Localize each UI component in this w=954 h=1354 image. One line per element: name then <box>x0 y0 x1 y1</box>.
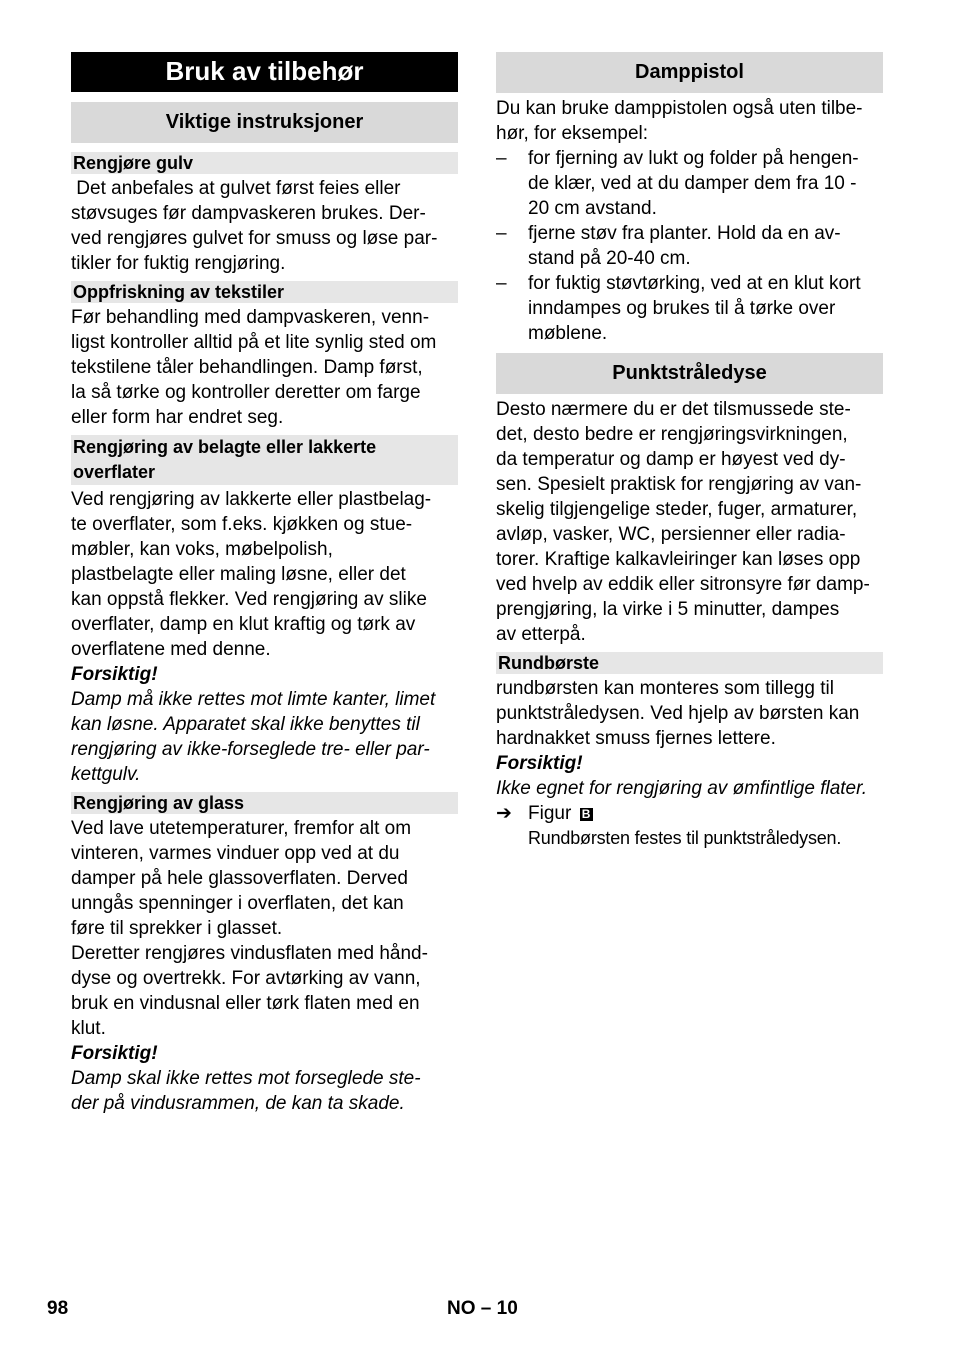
list-item <box>496 146 883 221</box>
text-line: møblene. <box>528 323 608 344</box>
text-line: rundbørsten kan monteres som tillegg til <box>496 678 834 699</box>
list-item <box>496 221 883 271</box>
text-line: hør, for eksempel: <box>496 123 649 144</box>
text-line: av etterpå. <box>496 624 586 645</box>
section-reference: NO – 10 <box>447 1298 518 1319</box>
text-line: kan oppstå flekker. Ved rengjøring av slike <box>71 589 427 610</box>
heading-glass-cleaning: Rengjøring av glass <box>71 792 458 814</box>
heading-textiles: Oppfriskning av tekstiler <box>71 281 458 303</box>
caution-label: Forsiktig! <box>71 664 158 685</box>
text-line: la så tørke og kontroller deretter om farge <box>71 382 421 403</box>
text-line: Ved rengjøring av lakkerte eller plastbelag- <box>71 489 432 510</box>
dash-marker: – <box>496 148 507 169</box>
text-line: de klær, ved at du damper dem fra 10 - <box>528 173 857 194</box>
page-number: 98 <box>47 1298 69 1319</box>
textiles-paragraph <box>71 305 458 430</box>
text-line: te overflater, som f.eks. kjøkken og stue- <box>71 514 413 535</box>
text-line: Ved lave utetemperaturer, fremfor alt om <box>71 818 412 839</box>
text-line: vinteren, varmes vinduer opp ved at du <box>71 843 400 864</box>
text-line: møbler, kan voks, møbelpolish, <box>71 539 333 560</box>
text-line: tikler for fuktig rengjøring. <box>71 253 286 274</box>
text-line: overflater, damp en klut kraftig og tørk av <box>71 614 416 635</box>
glass-paragraph <box>71 816 458 1116</box>
section-title-steam-gun: Damppistol <box>496 52 883 93</box>
heading-coated-surfaces <box>71 435 458 485</box>
text-line: skelig tilgjengelige steder, fuger, armaturer, <box>496 499 858 520</box>
text-line: ved hvelp av eddik eller sitronsyre før damp- <box>496 574 870 595</box>
text-line: for fuktig støvtørking, ved at en klut kort <box>528 273 861 294</box>
text-line: ved rengjøres gulvet for smuss og løse par- <box>71 228 438 249</box>
text-line: Du kan bruke damppistolen også uten tilbe- <box>496 98 863 119</box>
list-item-text <box>528 271 861 346</box>
text-line: eller form har endret seg. <box>71 407 284 428</box>
section-title-point-nozzle: Punktstråledyse <box>496 353 883 394</box>
caution-label: Forsiktig! <box>496 753 583 774</box>
text-line: sen. Spesielt praktisk for rengjøring av van- <box>496 474 862 495</box>
caution-line: Damp skal ikke rettes mot forseglede ste- <box>71 1068 421 1089</box>
right-column <box>496 52 883 851</box>
floor-paragraph <box>71 176 458 276</box>
step-detail: Rundbørsten festes til punktstråledysen. <box>528 828 842 848</box>
figure-step <box>496 801 883 851</box>
text-line: Desto nærmere du er det tilsmussede ste- <box>496 399 851 420</box>
list-item-text <box>528 221 841 271</box>
figure-b-icon: B <box>580 808 593 821</box>
caution-line: Ikke egnet for rengjøring av ømfintlige flater. <box>496 778 868 799</box>
heading-floor-cleaning: Rengjøre gulv <box>71 152 458 174</box>
caution-line: kan løsne. Apparatet skal ikke benyttes til <box>71 714 420 735</box>
text-line: fjerne støv fra planter. Hold da en av- <box>528 223 841 244</box>
text-line: prengjøring, la virke i 5 minutter, dampes <box>496 599 840 620</box>
figure-label: Figur <box>528 803 577 824</box>
list-item-text <box>528 146 859 221</box>
steam-gun-intro <box>496 96 883 146</box>
page-title: Bruk av tilbehør <box>71 52 458 92</box>
left-column <box>71 52 458 1116</box>
text-line: støvsuges før dampvaskeren brukes. Der- <box>71 203 426 224</box>
text-line: da temperatur og damp er høyest ved dy- <box>496 449 846 470</box>
figure-step-text <box>528 801 841 851</box>
dash-marker: – <box>496 273 507 294</box>
text-line: torer. Kraftige kalkavleiringer kan løses opp <box>496 549 861 570</box>
text-line: 20 cm avstand. <box>528 198 657 219</box>
coated-paragraph <box>71 487 458 787</box>
text-line: føre til sprekker i glasset. <box>71 918 283 939</box>
text-line: bruk en vindusnal eller tørk flaten med en <box>71 993 420 1014</box>
figure-reference <box>528 801 841 826</box>
section-title-important: Viktige instruksjoner <box>71 102 458 143</box>
text-line: tekstilene tåler behandlingen. Damp først, <box>71 357 423 378</box>
text-line: stand på 20-40 cm. <box>528 248 691 269</box>
text-line: det, desto bedre er rengjøringsvirkningen, <box>496 424 848 445</box>
caution-line: rengjøring av ikke-forseglede tre- eller par- <box>71 739 430 760</box>
heading-round-brush: Rundbørste <box>496 652 883 674</box>
caution-line: der på vindusrammen, de kan ta skade. <box>71 1093 405 1114</box>
dash-marker: – <box>496 223 507 244</box>
text-line: avløp, vasker, WC, persienner eller radia- <box>496 524 846 545</box>
arrow-right-icon: ➔ <box>496 803 512 824</box>
heading-line: overflater <box>73 462 156 482</box>
text-line: inndampes og brukes til å tørke over <box>528 298 836 319</box>
text-line: klut. <box>71 1018 106 1039</box>
text-line: unngås spenninger i overflaten, det kan <box>71 893 404 914</box>
text-line: overflatene med denne. <box>71 639 271 660</box>
heading-line: Rengjøring av belagte eller lakkerte <box>73 437 377 457</box>
text-line: plastbelagte eller maling løsne, eller det <box>71 564 406 585</box>
text-line: damper på hele glassoverflaten. Derved <box>71 868 408 889</box>
point-nozzle-paragraph <box>496 397 883 647</box>
text-line: ligst kontroller alltid på et lite synlig sted om <box>71 332 437 353</box>
text-line: dyse og overtrekk. For avtørking av vann, <box>71 968 421 989</box>
text-line: punktstråledysen. Ved hjelp av børsten kan <box>496 703 860 724</box>
text-line: Deretter rengjøres vindusflaten med hånd- <box>71 943 428 964</box>
text-line: hardnakket smuss fjernes lettere. <box>496 728 776 749</box>
list-item <box>496 271 883 346</box>
round-brush-paragraph <box>496 676 883 801</box>
text-line: Før behandling med dampvaskeren, venn- <box>71 307 430 328</box>
text-line: Det anbefales at gulvet først feies eller <box>71 178 401 199</box>
text-line: for fjerning av lukt og folder på hengen- <box>528 148 859 169</box>
caution-label: Forsiktig! <box>71 1043 158 1064</box>
caution-line: kettgulv. <box>71 764 141 785</box>
caution-line: Damp må ikke rettes mot limte kanter, limet <box>71 689 436 710</box>
